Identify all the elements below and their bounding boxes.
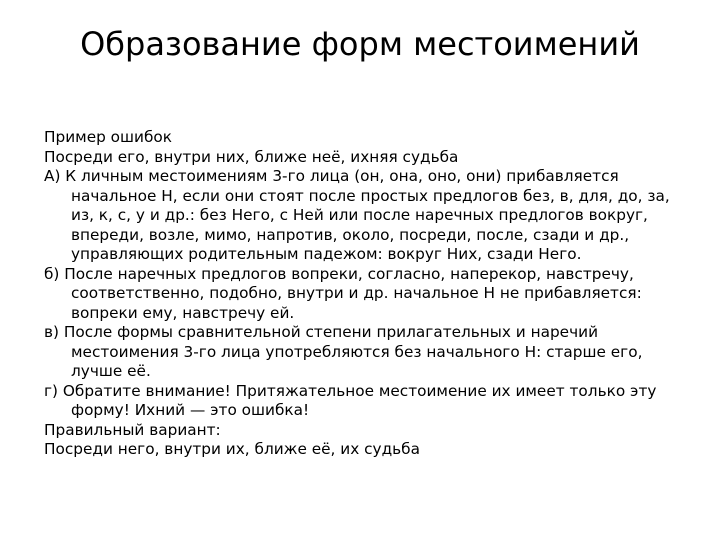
- paragraph-rule-a: А) К личным местоимениям 3-го лица (он, она, оно, они) прибавляется начальное Н, если они стоят после простых предлогов без, в, для, до, за, из, к, с, у и др.: без Него, с Ней или после наречных предлогов вокруг, впереди, возле, мимо, напротив, около, посреди, после, сзади и др., управляющих родительным падежом: вокруг Них, сзади Него.: [44, 167, 670, 263]
- paragraph-rule-v: в) После формы сравнительной степени прилагательных и наречий местоимения 3-го лица употребляются без начального Н: старше его, лучше её.: [44, 323, 643, 380]
- slide-title: Образование форм местоимений: [80, 25, 640, 63]
- paragraph-rule-g: г) Обратите внимание! Притяжательное местоимение их имеет только эту форму! Ихний — это ошибка!: [44, 381, 657, 419]
- paragraph-correct-example: Посреди него, внутри их, ближе её, их судьба: [44, 440, 420, 458]
- slide-body: [44, 128, 692, 460]
- paragraph-error-example: Посреди его, внутри них, ближе неё, ихняя судьба: [44, 147, 459, 166]
- paragraph-rule-b: б) После наречных предлогов вопреки, согласно, наперекор, навстречу, соответственно, подобно, внутри и др. начальное Н не прибавляется: вопреки ему, навстречу ей.: [44, 264, 642, 322]
- paragraph-errors-heading: Пример ошибок: [44, 128, 173, 146]
- paragraph-correct-heading: Правильный вариант:: [44, 420, 221, 439]
